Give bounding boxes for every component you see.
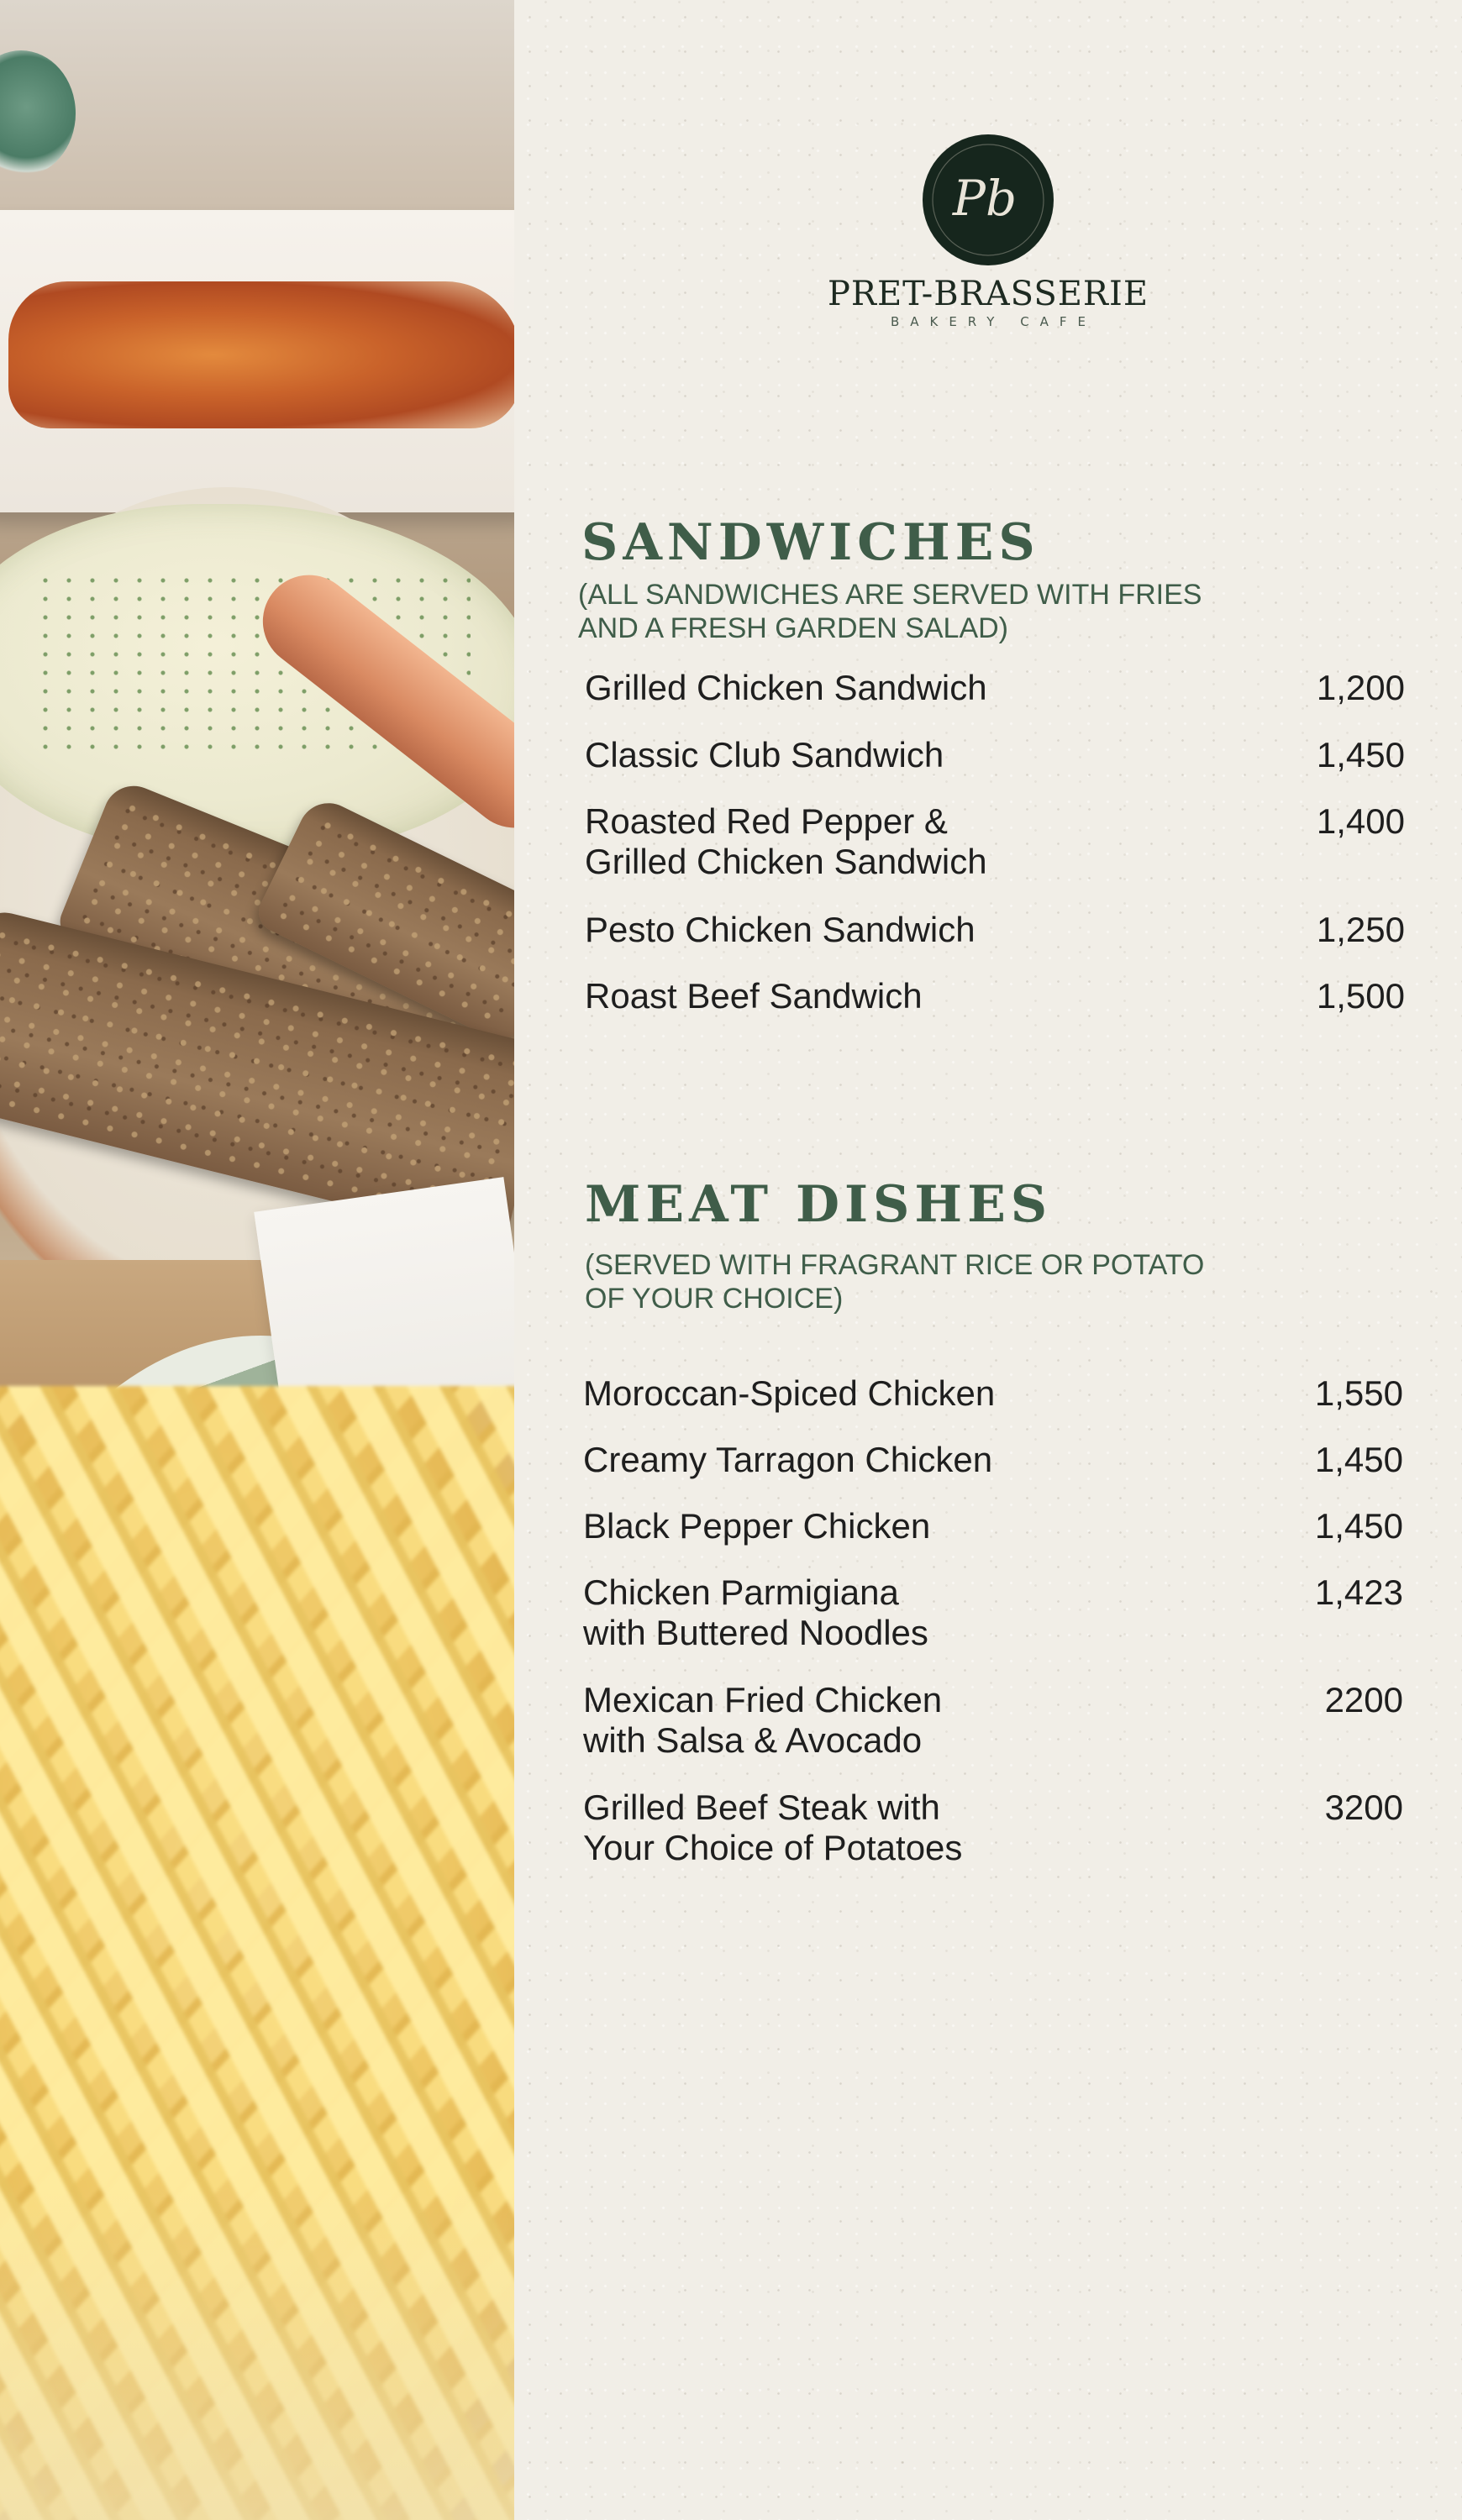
- menu-item-price: 3200: [1324, 1788, 1403, 1827]
- menu-item: [583, 1440, 1403, 1480]
- menu-item: [583, 1680, 1403, 1761]
- menu-item-name: Grilled Beef Steak with Your Choice of Potatoes: [583, 1788, 963, 1867]
- brand-name: PRET-BRASSERIE: [827, 275, 1149, 313]
- menu-panel: [514, 0, 1462, 2520]
- menu-item: [583, 1572, 1403, 1653]
- menu-item: [585, 801, 1405, 882]
- monogram-icon: [923, 134, 1054, 265]
- food-photo: [0, 0, 514, 2520]
- menu-item-price: 1,500: [1316, 976, 1405, 1016]
- menu-item-name: Mexican Fried Chicken with Salsa & Avocado: [583, 1680, 943, 1760]
- menu-item-price: 1,400: [1316, 801, 1405, 841]
- menu-item-name: Roasted Red Pepper & Grilled Chicken Sandwich: [585, 801, 987, 881]
- menu-item-price: 1,250: [1316, 910, 1405, 949]
- photo-grilled-dish: [8, 281, 514, 428]
- menu-item: [585, 910, 1405, 950]
- menu-item: [585, 668, 1405, 708]
- section-title-sandwiches: SANDWICHES: [581, 513, 1040, 572]
- monogram-text: Pb: [952, 170, 1018, 227]
- menu-item: [583, 1373, 1403, 1414]
- menu-item-name: Moroccan-Spiced Chicken: [583, 1373, 996, 1413]
- menu-item-price: 1,450: [1316, 735, 1405, 774]
- menu-item-price: 1,200: [1316, 668, 1405, 707]
- brand-header: [514, 134, 1462, 328]
- menu-item-name: Roast Beef Sandwich: [585, 976, 923, 1016]
- section-title-meat-dishes: MEAT DISHES: [585, 1175, 1053, 1234]
- section-note-meat-dishes: (SERVED WITH FRAGRANT RICE OR POTATO OF YOUR CHOICE): [585, 1249, 1205, 1315]
- menu-item-name: Chicken Parmigiana with Buttered Noodles: [583, 1572, 928, 1652]
- menu-item-price: 2200: [1324, 1680, 1403, 1719]
- section-note-sandwiches: (ALL SANDWICHES ARE SERVED WITH FRIES AND A FRESH GARDEN SALAD): [578, 579, 1202, 644]
- menu-item: [583, 1506, 1403, 1546]
- brand-tagline: BAKERY CAFE: [890, 314, 1097, 329]
- photo-fade: [0, 2184, 514, 2520]
- menu-item: [585, 976, 1405, 1016]
- photo-glass: [0, 50, 76, 176]
- menu-item-price: 1,450: [1314, 1506, 1403, 1546]
- menu-item-name: Classic Club Sandwich: [585, 735, 944, 774]
- menu-item: [583, 1788, 1403, 1868]
- menu-item-name: Black Pepper Chicken: [583, 1506, 931, 1546]
- menu-item-name: Grilled Chicken Sandwich: [585, 668, 987, 707]
- logo: [923, 134, 1054, 265]
- menu-item-name: Pesto Chicken Sandwich: [585, 910, 976, 949]
- menu-item: [585, 735, 1405, 775]
- menu-item-name: Creamy Tarragon Chicken: [583, 1440, 993, 1479]
- menu-item-price: 1,450: [1314, 1440, 1403, 1479]
- menu-item-price: 1,550: [1314, 1373, 1403, 1413]
- menu-item-price: 1,423: [1314, 1572, 1403, 1612]
